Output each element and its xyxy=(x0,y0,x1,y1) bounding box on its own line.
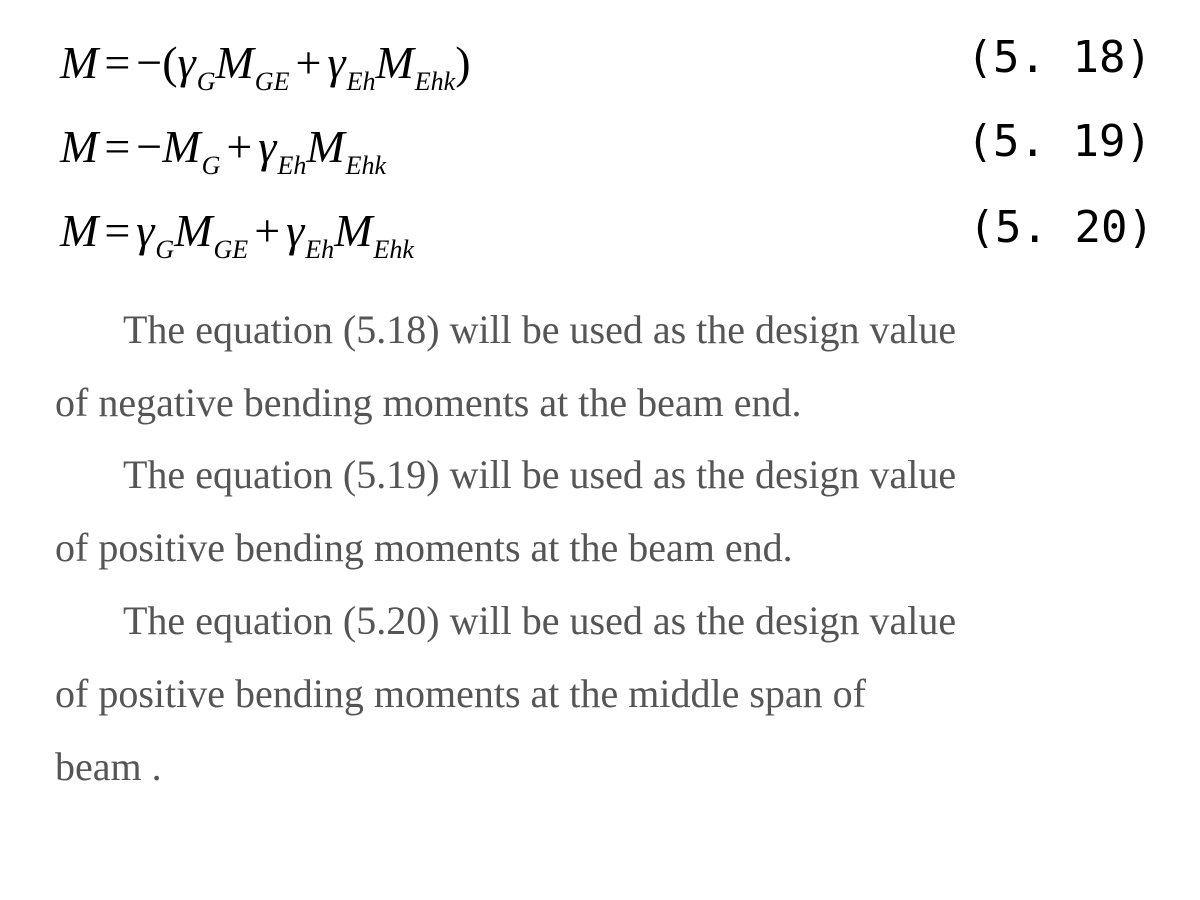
subscript: Ehk xyxy=(414,67,456,96)
paragraph-line: The equation (5.20) will be used as the design value xyxy=(123,598,957,643)
plus-sign: + xyxy=(295,37,322,88)
paragraph-eq-5-18 xyxy=(55,293,1165,439)
paragraph-line: beam . xyxy=(55,744,162,789)
subscript: GE xyxy=(254,67,290,96)
equation-number: (5. 20) xyxy=(968,202,1154,253)
symbol-M: M xyxy=(162,121,201,172)
symbol-M: M xyxy=(60,37,99,88)
paragraph-line: of positive bending moments at the beam end. xyxy=(55,525,793,570)
subscript: GE xyxy=(213,235,249,264)
paragraph-eq-5-19 xyxy=(55,438,1165,584)
close-paren: ) xyxy=(455,37,471,88)
open-paren: −( xyxy=(136,37,178,88)
plus-sign: + xyxy=(226,121,253,172)
paragraph-eq-5-20 xyxy=(55,584,1165,803)
equation-number: (5. 19) xyxy=(966,116,1152,167)
subscript: Eh xyxy=(346,67,376,96)
symbol-M: M xyxy=(334,205,373,256)
subscript: Ehk xyxy=(373,235,414,264)
plus-sign: + xyxy=(254,205,281,256)
symbol-M: M xyxy=(60,121,99,172)
subscript: G xyxy=(155,235,175,264)
symbol-gamma: γ xyxy=(177,37,196,88)
subscript: Eh xyxy=(305,235,335,264)
paragraph-line: The equation (5.19) will be used as the design value xyxy=(123,452,957,497)
symbol-M: M xyxy=(375,37,414,88)
subscript: Eh xyxy=(277,151,307,180)
paragraph-line: The equation (5.18) will be used as the design value xyxy=(123,307,957,352)
subscript: G xyxy=(196,67,216,96)
equals-sign: = xyxy=(104,37,131,88)
symbol-M: M xyxy=(174,205,213,256)
minus-sign: − xyxy=(136,121,163,172)
symbol-gamma: γ xyxy=(258,121,277,172)
subscript: Ehk xyxy=(345,151,387,180)
symbol-gamma: γ xyxy=(286,205,305,256)
symbol-M: M xyxy=(60,205,99,256)
equation-5-19 xyxy=(60,121,387,180)
symbol-M: M xyxy=(215,37,254,88)
symbol-M: M xyxy=(306,121,345,172)
equation-5-20 xyxy=(60,205,414,264)
equals-sign: = xyxy=(104,205,131,256)
symbol-gamma: γ xyxy=(136,205,155,256)
paragraph-line: of positive bending moments at the middle span of xyxy=(55,671,866,716)
symbol-gamma: γ xyxy=(327,37,346,88)
subscript: G xyxy=(201,151,221,180)
equation-5-18 xyxy=(60,37,471,96)
equation-number: (5. 18) xyxy=(966,32,1152,83)
equals-sign: = xyxy=(104,121,131,172)
paragraph-line: of negative bending moments at the beam end. xyxy=(55,380,802,425)
